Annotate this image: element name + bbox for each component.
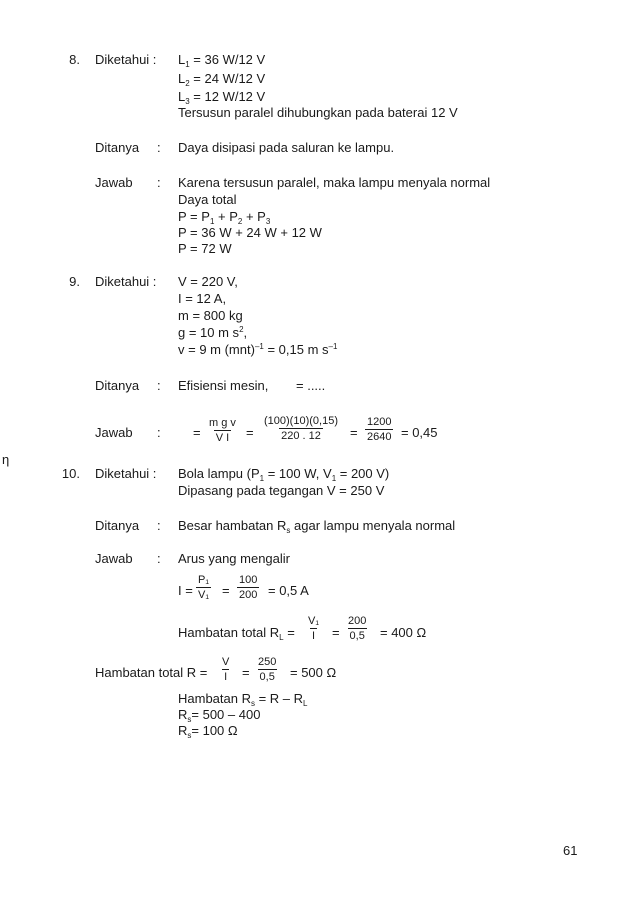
answer-label-9: Jawab — [95, 425, 133, 440]
answer-line-8-5: P = 72 W — [178, 241, 232, 256]
fraction-P1-over-V1: $\frac{\text{P₁}}{\text{V₁}}$ — [198, 574, 210, 601]
fraction-substitution: $\frac{(100)(10)(0,15)}{220 . 12}$ — [264, 415, 338, 442]
equals-sign: = — [246, 425, 254, 440]
equals-sign: = — [193, 425, 201, 440]
known-lamp: Bola lampu ($P_1 = 100$ W, $V_1 = 200$ V) — [178, 466, 390, 483]
fraction-mgv-over-vi: $\frac{\text{m g v}}{\text{V I}}$ — [209, 417, 236, 444]
known-I: I = 12 A, — [178, 291, 227, 306]
fraction-1200-over-2640: $\frac{1200}{2640}$ — [367, 416, 392, 443]
fraction-200-over-0-5: $\frac{200}{0,5}$ — [348, 615, 367, 642]
RL-result: = 400 Ω — [380, 625, 427, 640]
page-number: 61 — [563, 843, 578, 858]
known-L3: $L_3 = 12$ W/12 V — [178, 89, 266, 106]
answer-label-10: Jawab — [95, 551, 133, 566]
known-L2: $L_2 = 24$ W/12 V — [178, 71, 266, 88]
Rs-line-3: $R_s= 100$ Ω — [178, 723, 238, 740]
answer-line-10-1: Arus yang mengalir — [178, 551, 290, 566]
fraction-V-over-I: $\frac{V}{I}$ — [222, 656, 230, 683]
Rs-line-2: $R_s= 500 - 400$ — [178, 707, 261, 724]
asked-label-9: Ditanya — [95, 378, 140, 393]
fraction-100-over-200: $\frac{100}{200}$ — [239, 574, 258, 601]
known-label-10: Diketahui : — [95, 466, 157, 481]
known-arrangement: Tersusun paralel dihubungkan pada baterai 12 V — [178, 105, 458, 120]
current-lhs: I = — [178, 583, 193, 598]
fraction-250-over-0-5: $\frac{250}{0,5}$ — [258, 656, 277, 683]
problem-number-10: 10. — [61, 466, 80, 481]
answer-line-8-3: $P = P_1 + P_2 + P_3$ — [178, 209, 271, 226]
equals-sign: = — [222, 583, 230, 598]
eta-symbol: η — [2, 452, 10, 467]
current-result: = 0,5 A — [268, 583, 309, 598]
asked-text-8: Daya disipasi pada saluran ke lampu. — [178, 140, 395, 155]
R-result: = 500 Ω — [290, 665, 337, 680]
problem-number-8: 8. — [69, 52, 80, 67]
known-label-9: Diketahui : — [95, 274, 157, 289]
equals-sign: = — [332, 625, 340, 640]
equals-sign: = — [242, 665, 250, 680]
equals-sign: = — [350, 425, 358, 440]
known-v: v = 9 m (mnt)$^{-1}$ = 0,15 m $s^{-1}$ — [178, 342, 338, 357]
fraction-V1-over-I: $\frac{\text{V₁}}{I}$ — [308, 615, 320, 642]
colon: : — [157, 518, 161, 533]
answer-label-8: Jawab — [95, 175, 133, 190]
answer-line-8-1: Karena tersusun paralel, maka lampu menyala normal — [178, 175, 491, 190]
Rs-line-1: Hambatan $R_s = R - R_L$ — [178, 691, 308, 708]
known-m: m = 800 kg — [178, 308, 243, 323]
known-voltage: Dipasang pada tegangan V = 250 V — [178, 483, 385, 498]
RL-lhs: Hambatan total $R_L$ = — [178, 625, 295, 642]
asked-label-8: Ditanya — [95, 140, 140, 155]
efficiency-result: = 0,45 — [401, 425, 438, 440]
asked-label-10: Ditanya — [95, 518, 140, 533]
problem-number-9: 9. — [69, 274, 80, 289]
known-V: V = 220 V, — [178, 274, 238, 289]
colon: : — [157, 425, 161, 440]
colon: : — [157, 551, 161, 566]
colon: : — [157, 378, 161, 393]
colon: : — [157, 140, 161, 155]
asked-text-10: Besar hambatan $R_s$ agar lampu menyala normal — [178, 518, 456, 535]
known-L1: $L_1 = 36$ W/12 V — [178, 52, 266, 69]
R-lhs: Hambatan total R = — [95, 665, 208, 680]
asked-value-9: = ..... — [296, 378, 326, 393]
colon: : — [157, 175, 161, 190]
known-label-8: Diketahui : — [95, 52, 157, 67]
known-g: g = 10 m $s^2$, — [178, 325, 248, 340]
asked-text-9: Efisiensi mesin, — [178, 378, 269, 393]
answer-line-8-2: Daya total — [178, 192, 237, 207]
answer-line-8-4: P = 36 W + 24 W + 12 W — [178, 225, 322, 240]
